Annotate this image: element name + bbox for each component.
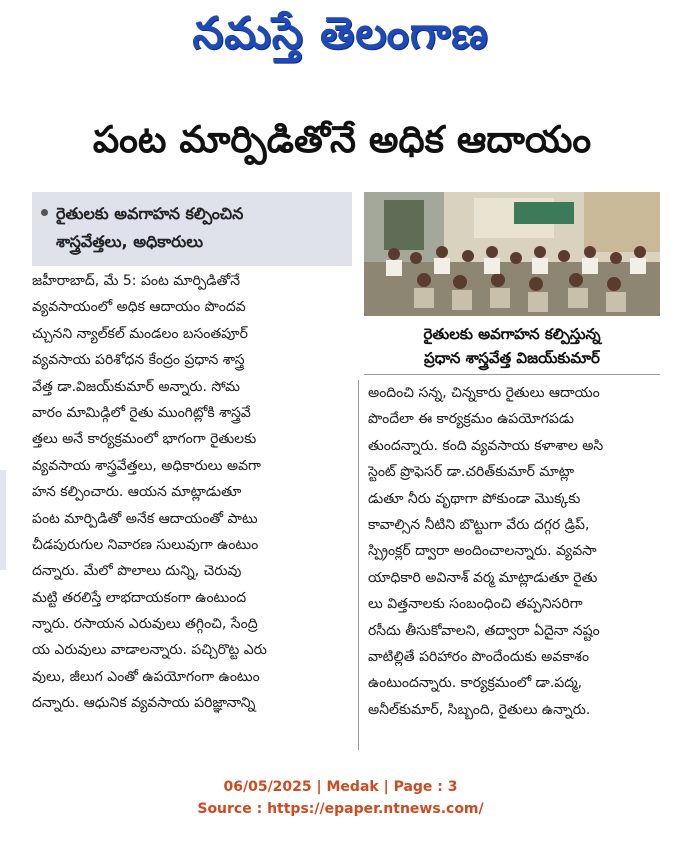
text-line: ఉంటుందన్నారు. కార్యక్రమంలో డా.పద్మ, [368, 675, 583, 692]
text-line: దన్నారు. ఆధునిక వ్యవసాయ పరిజ్ఞానాన్ని [32, 695, 256, 712]
page-edge-marker [0, 470, 6, 570]
farmers-meeting-photo [364, 192, 660, 316]
text-line: వేత్త డా.విజయ్‌కుమార్ అన్నారు. సోమ [32, 378, 240, 395]
masthead [0, 0, 681, 78]
text-line: న్నారు. రసాయన ఎరువులు తగ్గించి, సేంద్రి [32, 616, 258, 633]
newspaper-logo: నమస్తే తెలంగాణ [192, 8, 489, 59]
text-line: వులు, జీలుగ ఎంతో ఉపయోగంగా ఉంటుం [32, 668, 260, 685]
text-line: వారం మామిడ్గిలో రైతు ముంగిట్లోకి శాస్త్రవే [32, 404, 251, 421]
article-photo [364, 192, 660, 316]
caption-line: రైతులకు అవగాహన కల్పిస్తున్న [423, 325, 601, 343]
text-line: వ్యవసాయ పరిశోధన కేంద్రం ప్రధాన శాస్త్ర [32, 352, 245, 369]
text-line: వ్యవసాయంలో అధిక ఆదాయం పొందవ [32, 299, 246, 316]
article-column-right [368, 380, 664, 723]
text-line: కావాల్సిన నీటిని బొట్టుగా వేరు దగ్గర డ్రిప్, [368, 516, 590, 533]
photo-caption [364, 318, 660, 374]
text-line: వ్యవసాయ శాస్త్రవేత్తలు, అధికారులు అవగా [32, 457, 261, 474]
text-line: తుందన్నారు. కంది వ్యవసాయ కళాశాల అసి [368, 437, 604, 454]
footer-date-page: 06/05/2025 | Medak | Page : 3 [223, 779, 458, 795]
text-line: అనీల్‌కుమార్, సిబ్బంది, రైతులు ఉన్నారు. [368, 701, 591, 718]
text-line: రసీదు తీసుకోవాలని, తద్వారా ఏదైనా నష్టం [368, 622, 600, 639]
text-line: యాధికారి అవినాశ్ వర్మ మాట్లాడుతూ రైతు [368, 569, 598, 586]
text-line: స్ప్రింక్లర్ ద్వారా అందించాలన్నారు. వ్యవసా [368, 543, 597, 560]
text-line: పంట మార్పిడితో అనేక ఆదాయంతో పాటు [32, 510, 258, 527]
text-line: చీడపురుగుల నివారణ సులువుగా ఉంటుం [32, 536, 259, 553]
text-line: దన్నారు. మేలో పొలాలు దున్ని, చెరువు [32, 563, 242, 580]
source-footer [0, 776, 681, 820]
column-divider [358, 380, 359, 750]
text-line: స్టెంట్ ప్రొఫెసర్ డా.చరిత్‌కుమార్ మాట్లా [368, 464, 575, 481]
article-column-left [32, 268, 354, 717]
text-line: లు విత్తనాలకు సంబంధించి తప్పనిసరిగా [368, 596, 583, 613]
text-line: హన కల్పించారు. ఆయన మాట్లాడుతూ [32, 484, 242, 501]
text-line: చ్చునని న్యాల్‌కల్ మండలం బసంతపూర్ [32, 325, 248, 342]
caption-line: ప్రధాన శాస్త్రవేత్త విజయ్‌కుమార్ [424, 349, 600, 367]
subheading-line: శాస్త్రవేత్తలు, అధికారులు [56, 232, 204, 251]
text-line: వాటిల్లితే పరిహారం పొందేందుకు అవకాశం [368, 648, 590, 665]
text-line: త్తలు అనే కార్యక్రమంలో భాగంగా రైతులకు [32, 431, 257, 448]
text-line: య ఎరువులు వాడాలన్నారు. పచ్చిరొట్ట ఎరు [32, 642, 267, 659]
footer-source-link: Source : https://epaper.ntnews.com/ [197, 801, 484, 817]
news-clipping [14, 104, 670, 760]
text-line: మట్టి తరలిస్తే లాభదాయకంగా ఉంటుంద [32, 589, 247, 606]
text-line: డుతూ నీరు వృథాగా పోకుండా మొక్కకు [368, 490, 581, 507]
bullet-icon [41, 209, 48, 216]
text-line: అందించి సన్న, చిన్నకారు రైతులు ఆదాయం [368, 385, 600, 401]
text-line: జహీరాబాద్, మే 5: పంట మార్పిడితోనే [32, 273, 241, 289]
caption-divider [364, 374, 660, 375]
article-headline: పంట మార్పిడితోనే అధిక ఆదాయం [92, 118, 592, 161]
subheading-line: రైతులకు అవగాహన కల్పించిన [56, 204, 244, 223]
text-line: పొందేలా ఈ కార్యక్రమం ఉపయోగపడు [368, 411, 575, 428]
article-subheading [32, 192, 352, 266]
